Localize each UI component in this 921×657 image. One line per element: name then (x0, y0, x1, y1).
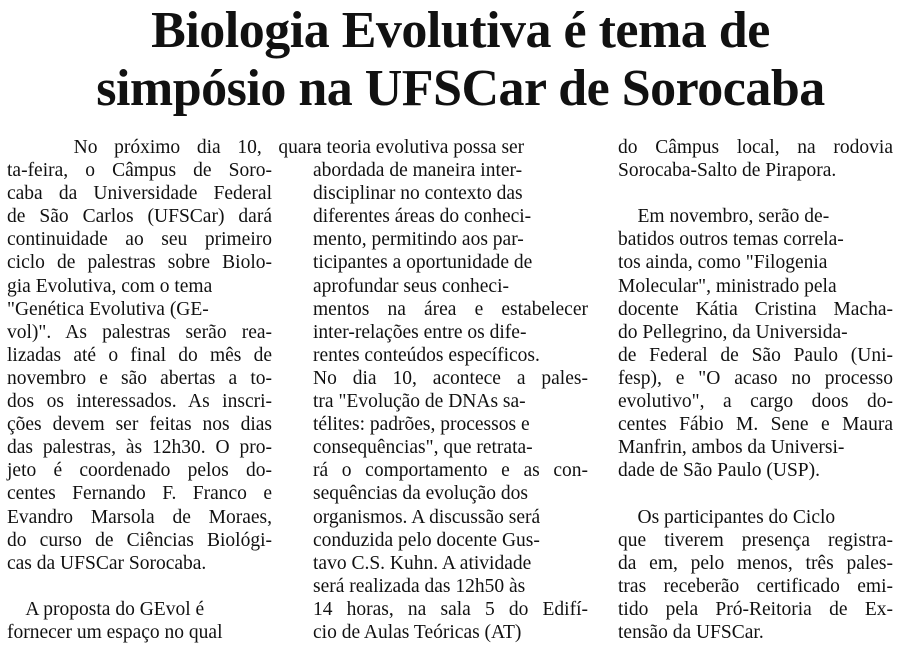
text-line: télites: padrões, processos e (313, 414, 530, 436)
text-line: vol)". As palestras serão rea- (7, 321, 273, 343)
text-line: tavo C.S. Kuhn. A atividade (313, 552, 532, 574)
text-line: conduzida pelo docente Gus- (313, 529, 540, 551)
text-line: aprofundar seus conheci- (313, 275, 509, 297)
text-line: ções devem ser feitas nos dias (7, 414, 273, 436)
text-line: cas da UFSCar Sorocaba. (7, 552, 207, 574)
text-line: lizadas até o final do mês de (7, 344, 273, 366)
text-line: centes Fábio M. Sene e Maura (618, 414, 893, 436)
headline-line-1: Biologia Evolutiva é tema de (151, 2, 770, 59)
text-line: No dia 10, acontece a pales- (313, 367, 588, 389)
text-line: Em novembro, serão de- (618, 206, 830, 228)
text-line: da em, pelo menos, três pales- (618, 552, 894, 574)
text-line: Evandro Marsola de Moraes, (7, 506, 272, 528)
article-column-1 (7, 136, 320, 644)
text-line: continuidade ao seu primeiro (7, 229, 272, 251)
text-line: jeto é coordenado pelos do- (7, 460, 272, 482)
article-column-3 (618, 136, 893, 644)
text-line: gia Evolutiva, com o tema (7, 275, 213, 297)
text-line: diferentes áreas do conheci- (313, 206, 532, 228)
text-line: consequências", que retrata- (313, 437, 533, 459)
text-line: tos ainda, como "Filogenia (618, 252, 828, 274)
text-line: organismos. A discussão será (313, 506, 541, 528)
text-line: tra "Evolução de DNAs sa- (313, 391, 526, 413)
text-line: 14 horas, na sala 5 do Edifí- (313, 598, 588, 620)
text-line: dos os interessados. As inscri- (7, 391, 273, 413)
text-line: caba da Universidade Federal (7, 183, 272, 205)
text-line: novembro e são abertas a to- (7, 367, 273, 389)
text-line: Sorocaba-Salto de Pirapora. (618, 160, 837, 182)
text-line: tido pela Pró-Reitoria de Ex- (618, 598, 893, 620)
text-line: No próximo dia 10, quar- (7, 137, 320, 158)
text-line: de Federal de São Paulo (Uni- (618, 344, 894, 366)
headline-line-2: simpósio na UFSCar de Sorocaba (96, 60, 825, 117)
text-line: A proposta do GEvol é (7, 598, 205, 620)
text-line: ticipantes a oportunidade de (313, 252, 533, 274)
text-line: do Câmpus local, na rodovia (618, 137, 893, 158)
article-column-2 (313, 136, 588, 644)
text-line: sequências da evolução dos (313, 483, 528, 505)
headline (0, 2, 921, 118)
text-line: de São Carlos (UFSCar) dará (7, 206, 272, 228)
text-line: fornecer um espaço no qual (7, 621, 223, 643)
text-line: tras receberão certificado emi- (618, 575, 893, 597)
text-line: do curso de Ciências Biológi- (7, 529, 272, 551)
text-line: ta-feira, o Câmpus de Soro- (7, 160, 272, 182)
text-line: dade de São Paulo (USP). (618, 460, 821, 482)
text-line: disciplinar no contexto das (313, 183, 523, 205)
text-line: inter-relações entre os dife- (313, 321, 527, 343)
text-line: evolutivo", a cargo doos do- (618, 391, 893, 413)
text-line: rá o comportamento e as con- (313, 460, 589, 482)
text-line: tensão da UFSCar. (618, 621, 764, 643)
text-line: "Genética Evolutiva (GE- (7, 298, 209, 320)
text-line: batidos outros temas correla- (618, 229, 844, 251)
text-line: a teoria evolutiva possa ser (313, 137, 525, 158)
text-line: centes Fernando F. Franco e (7, 483, 272, 505)
text-line: mentos na área e estabelecer (313, 298, 588, 320)
paragraph-gap (618, 482, 893, 505)
text-line: Molecular", ministrado pela (618, 275, 837, 297)
text-line: docente Kátia Cristina Macha- (618, 298, 893, 320)
text-line: fesp), e "O acaso no processo (618, 367, 894, 389)
text-line: mento, permitindo aos par- (313, 229, 524, 251)
text-line: das palestras, às 12h30. O pro- (7, 437, 273, 459)
paragraph-gap (7, 575, 272, 598)
text-line: abordada de maneira inter- (313, 160, 523, 182)
text-line: cio de Aulas Teóricas (AT) (313, 621, 522, 643)
text-line: Os participantes do Ciclo (618, 506, 836, 528)
text-line: do Pellegrino, da Universida- (618, 321, 848, 343)
text-line: rentes conteúdos específicos. (313, 344, 540, 366)
paragraph-gap (618, 182, 893, 205)
text-line: que tiverem presença registra- (618, 529, 893, 551)
text-line: será realizada das 12h50 às (313, 575, 526, 597)
text-line: ciclo de palestras sobre Biolo- (7, 252, 272, 274)
text-line: Manfrin, ambos da Universi- (618, 437, 845, 459)
